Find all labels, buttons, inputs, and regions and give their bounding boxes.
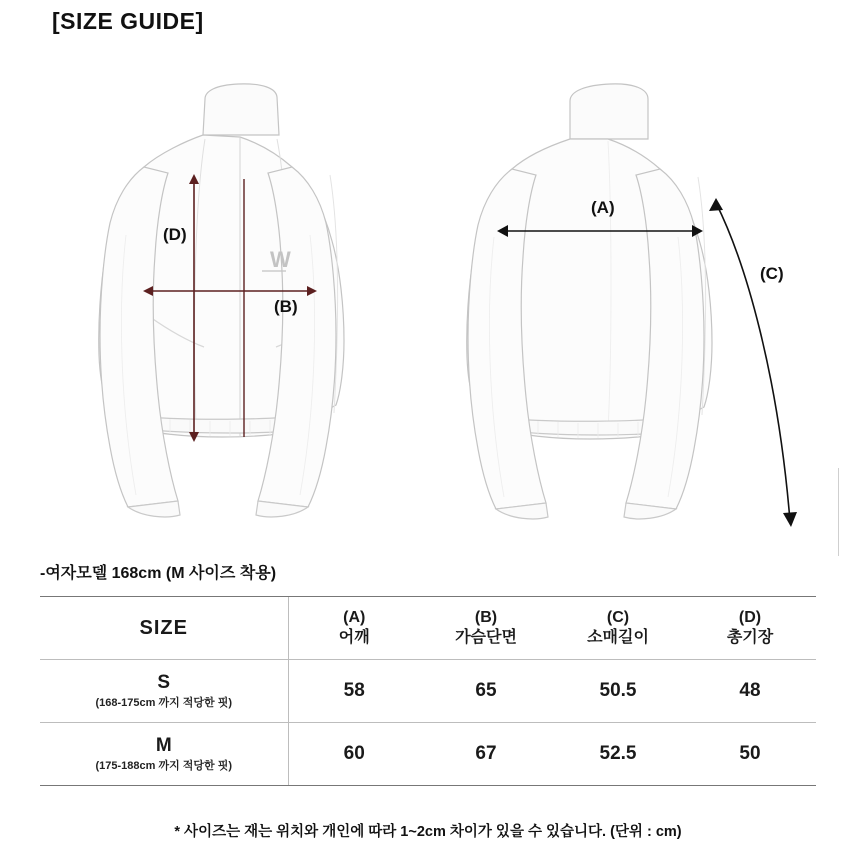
row-size-label-s: S (168-175cm 까지 적당한 핏) — [40, 660, 288, 723]
jacket-back-view — [467, 84, 712, 519]
footnote: * 사이즈는 재는 위치와 개인에 따라 1~2cm 차이가 있을 수 있습니다. (단위 : cm) — [174, 824, 682, 840]
header-chest: (B) 가슴단면 — [420, 597, 552, 660]
measure-line-c — [716, 203, 790, 521]
label-c: (C) — [760, 264, 784, 283]
table-header-row — [40, 597, 816, 660]
cell-m-sleeve: 52.5 — [552, 723, 684, 786]
label-d: (D) — [163, 225, 187, 244]
header-size: SIZE — [40, 597, 288, 660]
page-title: [SIZE GUIDE] — [52, 8, 204, 34]
model-note: -여자모델 168cm (M 사이즈 착용) — [40, 565, 277, 582]
label-a: (A) — [591, 198, 615, 217]
cell-s-length: 48 — [684, 660, 816, 723]
cell-s-chest: 65 — [420, 660, 552, 723]
header-shoulder: (A) 어깨 — [288, 597, 420, 660]
cell-m-shoulder: 60 — [288, 723, 420, 786]
chest-logo: W — [270, 247, 291, 272]
row-size-label-m: M (175-188cm 까지 적당한 핏) — [40, 723, 288, 786]
jacket-front-view — [99, 84, 344, 517]
cell-s-sleeve: 50.5 — [552, 660, 684, 723]
header-length: (D) 총기장 — [684, 597, 816, 660]
cell-m-chest: 67 — [420, 723, 552, 786]
cell-m-length: 50 — [684, 723, 816, 786]
table-row — [40, 723, 816, 786]
header-sleeve: (C) 소매길이 — [552, 597, 684, 660]
table-row — [40, 660, 816, 723]
divider — [838, 468, 839, 556]
label-b: (B) — [274, 297, 298, 316]
size-table — [40, 596, 816, 786]
garment-illustration — [0, 55, 856, 535]
cell-s-shoulder: 58 — [288, 660, 420, 723]
